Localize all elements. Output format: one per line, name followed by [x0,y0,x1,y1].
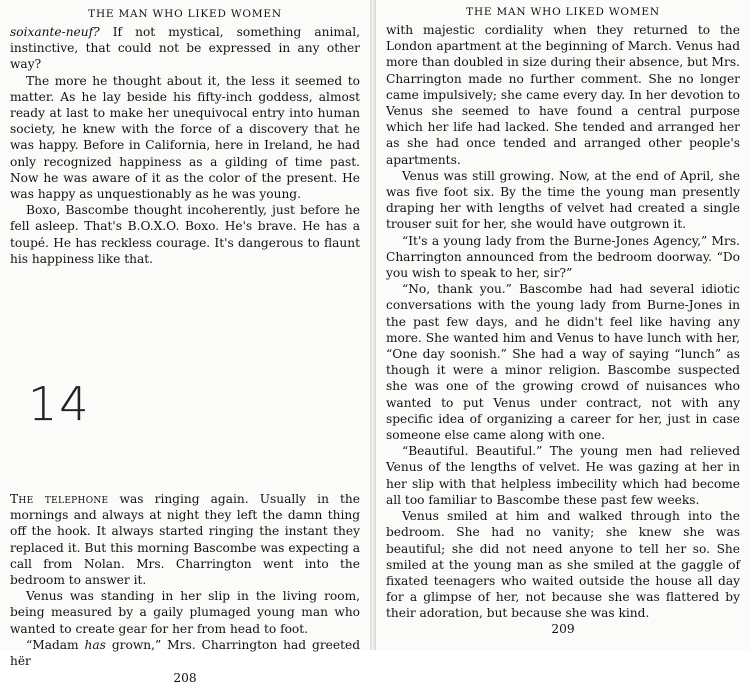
paragraph [10,24,360,73]
paragraph: Venus was still growing. Now, at the end of April, she was five foot six. By the time the young man presently draping her with lengths of velvet had created a single trouser suit for her, she would have outgrown it. [386,168,740,232]
paragraph-text: was ringing again. Usually in the mornings and always at night they left the damn thing off the hook. It always started ringing the instant they replaced it. But this morning Bascombe was expecting a call from Nolan. Mrs. Charrington went into the bedroom to answer it. [10,492,360,588]
running-head: THE MAN WHO LIKED WOMEN [466,6,660,18]
paragraph [10,491,360,588]
paragraph: Venus smiled at him and walked through into the bedroom. She had no vanity; she knew she was beautiful; she did not need anyone to tell her so. She smiled at the young man as she smiled at the gaggle of fixated teenagers who waited outside the house all day for a glimpse of her, not because she was flattered by their adoration, but because she was kind. [386,509,740,621]
paragraph: “No, thank you.” Bascombe had had several idiotic conversations with the young lady from Burne-Jones in the past few days, and he didn't feel like having any more. She wanted him and Venus to have lunch with her, “One day soonish.” She had a way of saying “lunch” as though it were a minor religion. Bascombe suspected she was one of the growing crowd of nuisances who wanted to put Venus under contract, not with any specific idea of organizing a career for her, just in case someone else came along with one. [386,282,740,443]
paragraph: “Beautiful. Beautiful.” The young men had relieved Venus of the lengths of velvet. He was gazing at her in her slip with that helpless imbecility which had become all too familiar to Bascombe these past few weeks. [386,444,740,507]
paragraph [10,637,360,669]
paragraph-text: grown,” Mrs. Charrington had greeted hër [10,637,360,669]
chapter-number: 14 [28,377,91,432]
running-head: THE MAN WHO LIKED WOMEN [88,8,282,20]
paragraph: Boxo, Bascombe thought incoherently, just before he fell asleep. That's B.O.X.O. Boxo. He's brave. He has a toupé. He has reckless courage. It's dangerous to flaunt his happiness like that. [10,203,360,266]
page-number: 209 [551,621,575,636]
italic-word: has [84,637,106,652]
paragraph: Venus was standing in her slip in the living room, being measured by a gaily plumaged young man who wanted to create gear for her from head to foot. [10,589,360,636]
paragraph-text: “Madam [26,637,85,652]
paragraph-text: If not mystical, something animal, instinctive, that could not be expressed in any other way? [10,25,360,72]
left-page [0,0,370,685]
paragraph: The more he thought about it, the less it seemed to matter. As he lay beside his fifty-inch goddess, almost ready at last to make her unequivocal entry into human society, he knew with the force of a discovery that he was happy. Before in California, here in Ireland, he had only recognized happiness as a gilding of time past. Now he was aware of it as the color of the present. He was happy as unquestionably as he was young. [10,73,360,202]
paragraph: “It's a young lady from the Burne-Jones Agency,” Mrs. Charrington announced from the bedroom doorway. “Do you wish to speak to her, sir?” [386,233,740,281]
paragraph: with majestic cordiality when they returned to the London apartment at the beginning of March. Venus had more than doubled in size during their absence, but Mrs. Charrington made no further comment. She no longer came impulsively; she came every day. In her devotion to Venus she seemed to have found a central purpose which her life had lacked. She tended and arranged her as she had once tended and arranged other people's apartments. [386,23,740,167]
italic-phrase: soixante-neuf? [10,25,100,39]
right-page [376,0,750,650]
page-number: 208 [173,671,197,685]
chapter-opening-words: The telephone [10,492,109,507]
